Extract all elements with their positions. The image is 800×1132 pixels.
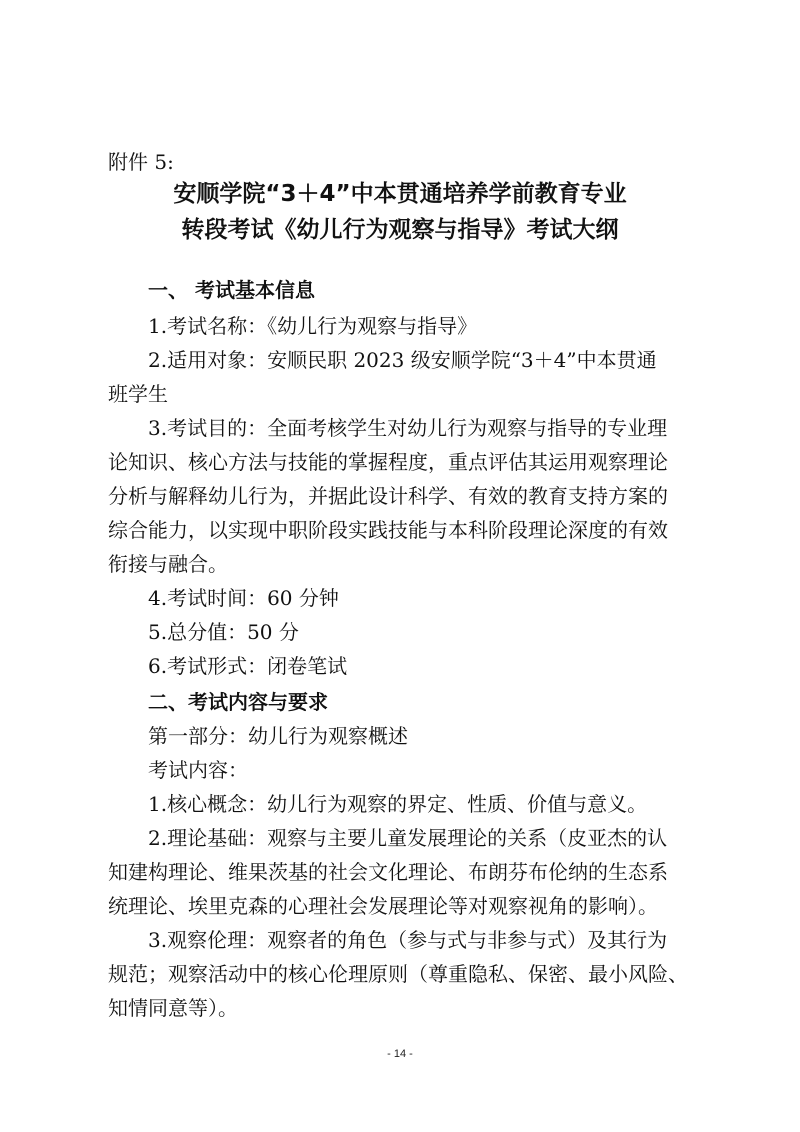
- exam-target-line-2: 班学生: [108, 382, 168, 406]
- content-item-2-line-3: 统理论、埃里克森的心理社会发展理论等对观察视角的影响）。: [108, 894, 658, 918]
- exam-purpose-line-5: 衔接与融合。: [108, 552, 228, 576]
- attachment-label: 附件 5:: [108, 150, 174, 174]
- exam-purpose-line-4: 综合能力，以实现中职阶段实践技能与本科阶段理论深度的有效: [108, 518, 668, 542]
- exam-score: 5.总分值：50 分: [148, 620, 299, 644]
- exam-name: 1.考试名称：《幼儿行为观察与指导》: [148, 314, 478, 338]
- exam-purpose-line-1: 3.考试目的：全面考核学生对幼儿行为观察与指导的专业理: [148, 416, 668, 440]
- content-item-3-line-1: 3.观察伦理：观察者的角色（参与式与非参与式）及其行为: [148, 928, 668, 952]
- part-1-title: 第一部分：幼儿行为观察概述: [148, 724, 408, 748]
- content-label: 考试内容：: [148, 758, 248, 782]
- content-item-3-line-2: 规范；观察活动中的核心伦理原则（尊重隐私、保密、最小风险、: [108, 962, 688, 986]
- content-item-2-line-2: 知建构理论、维果茨基的社会文化理论、布朗芬布伦纳的生态系: [108, 860, 668, 884]
- section-2-heading: 二、考试内容与要求: [148, 690, 328, 714]
- exam-time: 4.考试时间：60 分钟: [148, 586, 339, 610]
- page-number: - 14 -: [387, 1048, 413, 1060]
- exam-purpose-line-3: 分析与解释幼儿行为，并据此设计科学、有效的教育支持方案的: [108, 484, 668, 508]
- document-title-line-1: 安顺学院“3＋4”中本贯通培养学前教育专业: [173, 181, 627, 207]
- exam-target-line-1: 2.适用对象：安顺民职 2023 级安顺学院“3＋4”中本贯通: [148, 348, 657, 372]
- content-item-1: 1.核心概念：幼儿行为观察的界定、性质、价值与意义。: [148, 792, 648, 816]
- content-item-3-line-3: 知情同意等）。: [108, 996, 238, 1020]
- section-1-heading: 一、 考试基本信息: [148, 278, 315, 302]
- exam-purpose-line-2: 论知识、核心方法与技能的掌握程度，重点评估其运用观察理论: [108, 450, 668, 474]
- document-title-line-2: 转段考试《幼儿行为观察与指导》考试大纲: [181, 217, 619, 243]
- exam-format: 6.考试形式：闭卷笔试: [148, 654, 348, 678]
- content-item-2-line-1: 2.理论基础：观察与主要儿童发展理论的关系（皮亚杰的认: [148, 826, 668, 850]
